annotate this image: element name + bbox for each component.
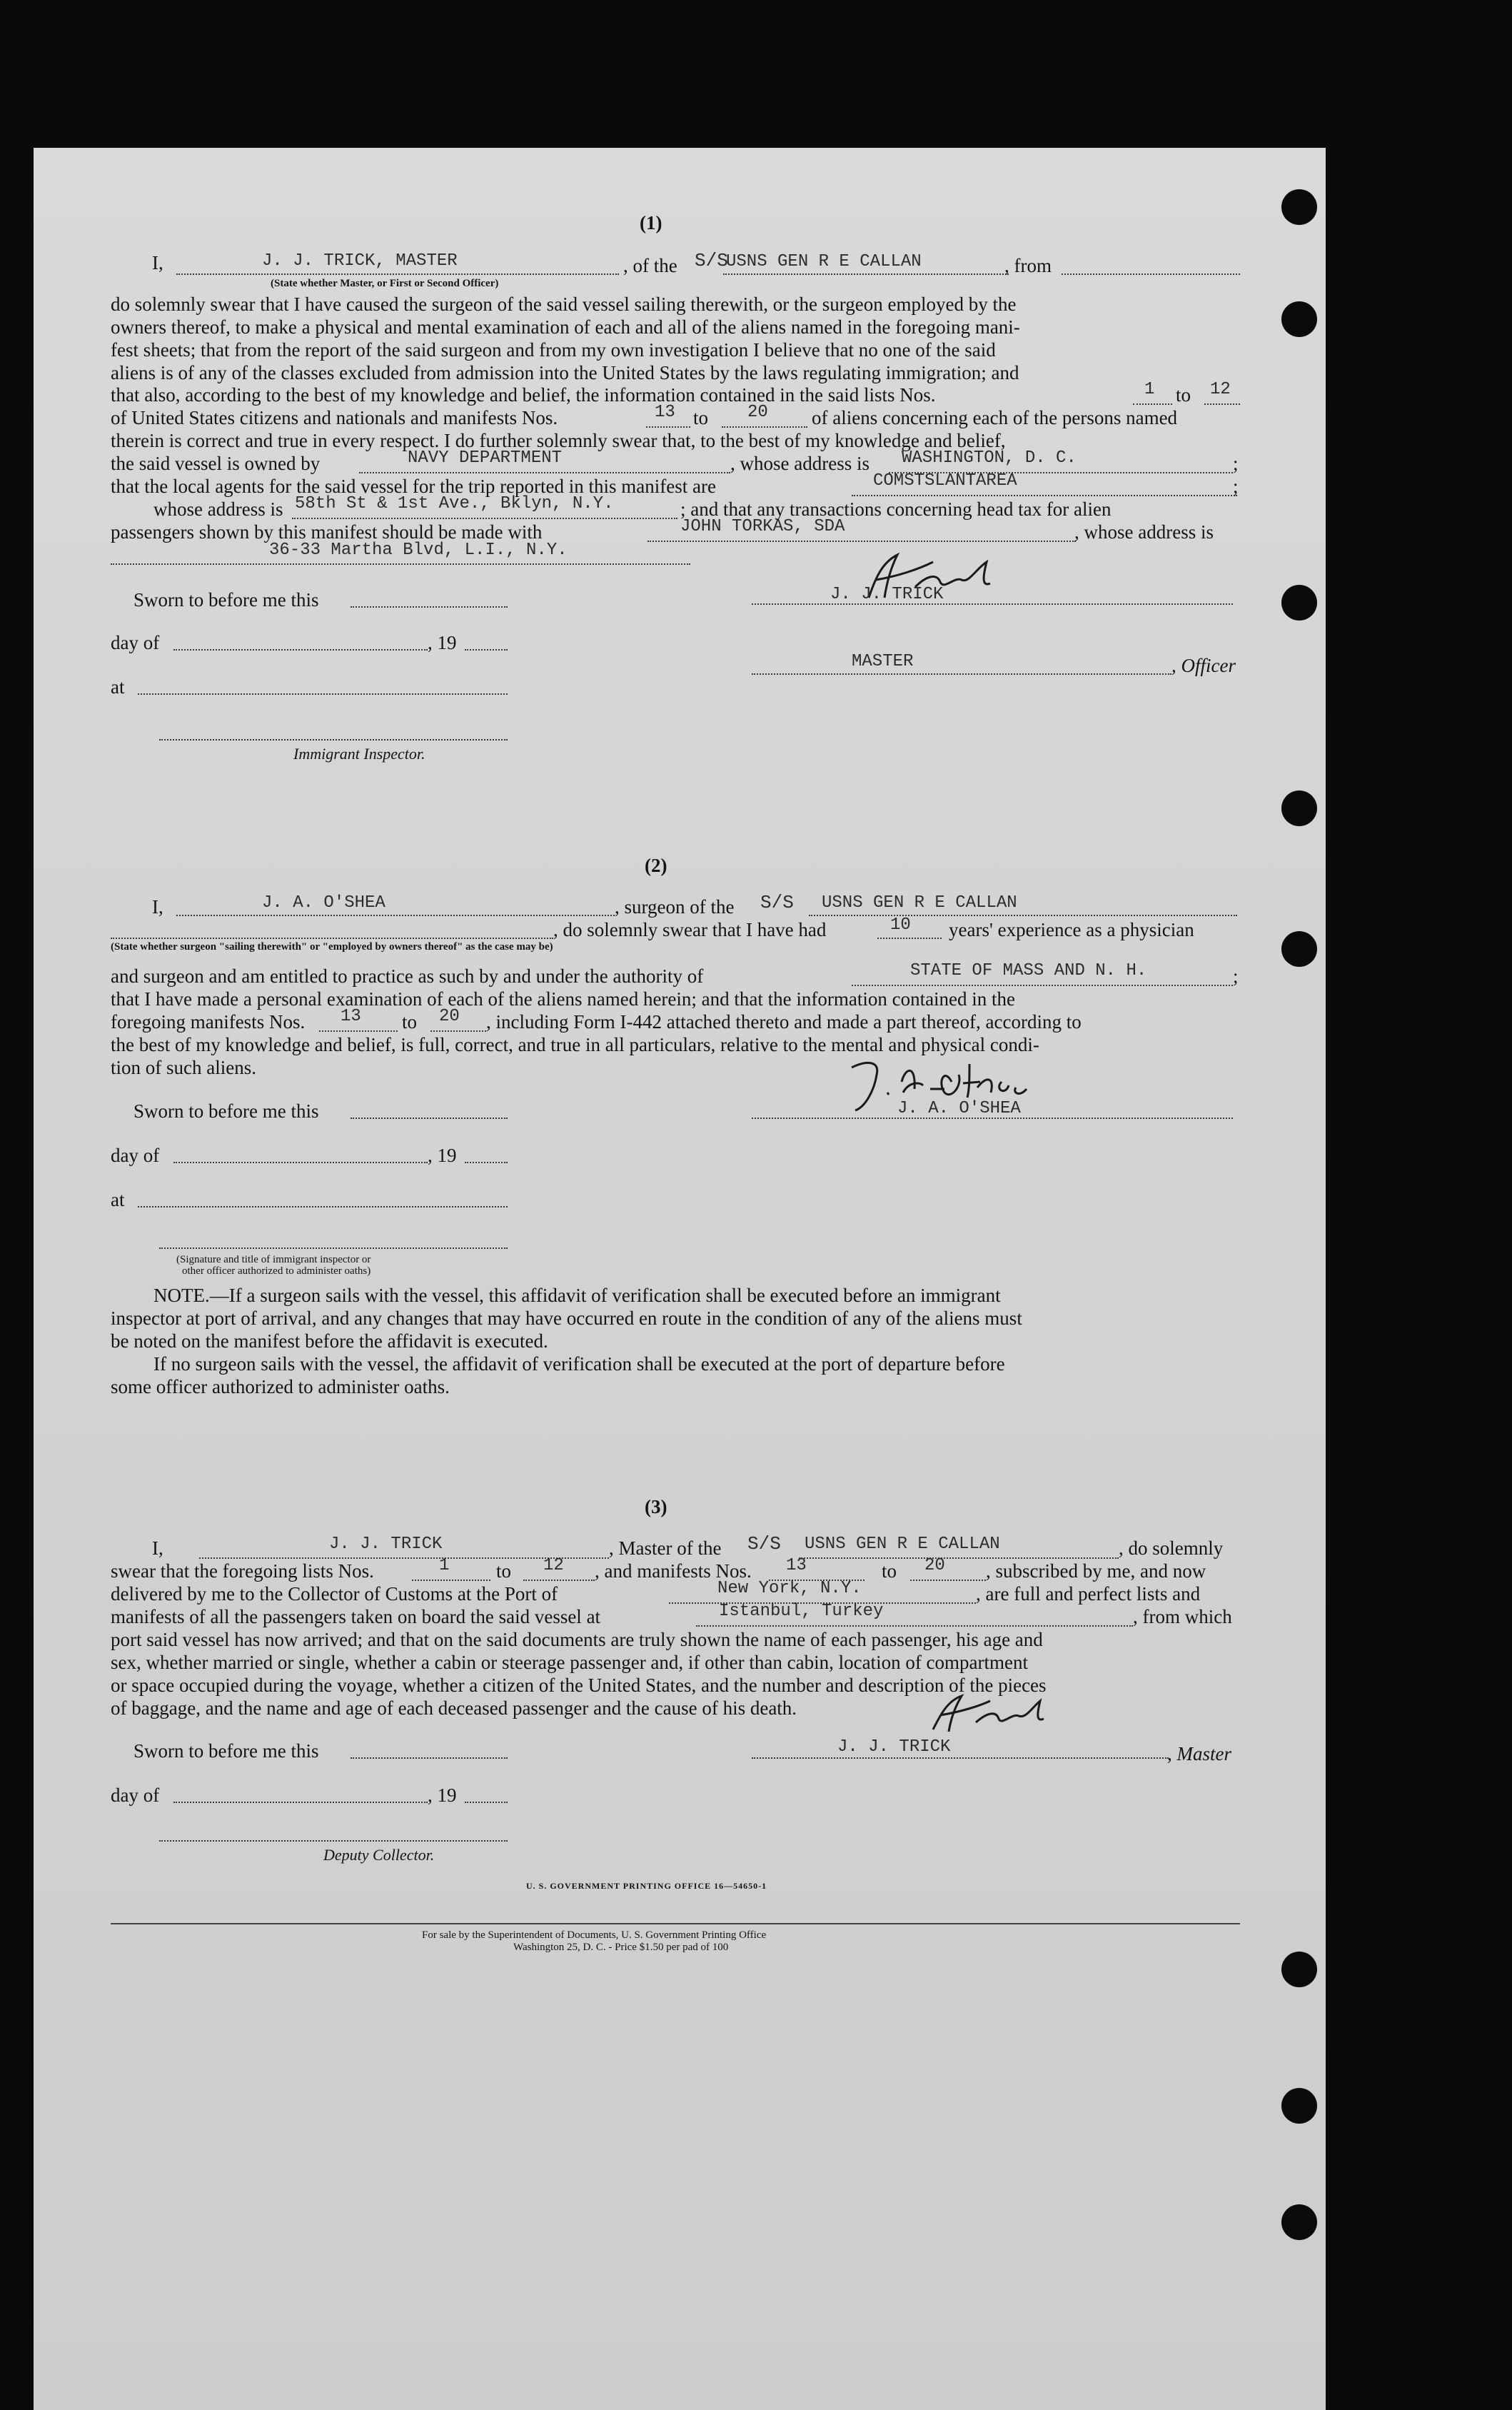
s3-departure: Istanbul, Turkey	[719, 1602, 884, 1621]
signature-trick-2	[919, 1690, 1062, 1740]
footer-rule	[111, 1923, 1240, 1924]
s1-owner-address: WASHINGTON, D. C.	[902, 448, 1077, 468]
s3-delivered: delivered by me to the Collector of Customs at the Port of	[111, 1583, 558, 1605]
s2-note-line-3: be noted on the manifest before the affidavit is executed.	[111, 1330, 548, 1352]
s1-signer: J. J. TRICK	[830, 585, 944, 604]
s2-manifests-to: 20	[439, 1007, 460, 1026]
s1-line-2: owners thereof, to make a physical and mental examination of each and all of the aliens named in the foregoing mani-	[111, 316, 1020, 338]
s3-do-solemnly: , do solemnly	[1119, 1537, 1224, 1559]
s2-swear-years: , do solemnly swear that I have had	[553, 919, 827, 940]
s1-aliens-tail: of aliens concerning each of the persons named	[812, 407, 1178, 428]
s2-form-text: , including Form I-442 attached thereto and made a part thereof, according to	[486, 1011, 1082, 1033]
s1-manifests-to-line	[722, 426, 807, 428]
s3-deputy: Deputy Collector.	[323, 1846, 435, 1864]
s1-sworn-line	[351, 606, 508, 608]
s2-authority-text: and surgeon and am entitled to practice as such by and under the authority of	[111, 965, 704, 987]
s3-line-1: port said vessel has now arrived; and that on the said documents are truly shown the name of each passenger, his age and	[111, 1629, 1043, 1650]
s3-manifests-all: manifests of all the passengers taken on board the said vessel at	[111, 1606, 601, 1627]
s1-line-10: whose address is	[153, 498, 283, 520]
s2-i: I,	[152, 896, 163, 918]
s1-manifests-to: 20	[747, 403, 768, 422]
s1-lists-to-line	[1204, 403, 1240, 405]
s1-lists-to: 12	[1210, 380, 1231, 399]
s2-year: , 19	[428, 1145, 457, 1166]
s2-vessel: USNS GEN R E CALLAN	[822, 893, 1017, 913]
s3-line-2: sex, whether married or single, whether a cabin or steerage passenger and, if other than cabin, location of compartment	[111, 1652, 1029, 1673]
s2-line-3: the best of my knowledge and belief, is full, correct, and true in all particulars, relative to the mental and physical condi-	[111, 1034, 1039, 1055]
s3-and-manifests: , and manifests Nos.	[595, 1560, 752, 1582]
document-page	[34, 148, 1326, 2410]
s1-title-line	[752, 673, 1171, 675]
s3-to-2: to	[882, 1560, 897, 1582]
s1-vessel: USNS GEN R E CALLAN	[726, 252, 922, 271]
s2-note-line-1: —If a surgeon sails with the vessel, this affidavit of verification shall be executed before an immigrant	[209, 1285, 1001, 1306]
s1-at-line	[138, 693, 508, 695]
s3-port: New York, N.Y.	[717, 1579, 862, 1598]
s2-line-4: tion of such aliens.	[111, 1057, 256, 1078]
s1-master-line	[176, 273, 619, 275]
s1-title: MASTER	[852, 652, 914, 671]
punch-hole	[1281, 790, 1317, 826]
s2-day-line	[173, 1162, 428, 1163]
s1-master-name: J. J. TRICK, MASTER	[262, 251, 458, 271]
footer-gpo: U. S. GOVERNMENT PRINTING OFFICE 16—54650-1	[526, 1881, 767, 1891]
s3-lists-to-line	[523, 1580, 595, 1581]
s3-sworn: Sworn to before me this	[133, 1740, 319, 1762]
s1-day-of: day of	[111, 632, 160, 653]
s2-line-2: foregoing manifests Nos.	[111, 1011, 306, 1033]
s1-sworn: Sworn to before me this	[133, 589, 319, 611]
s3-master-of: , Master of the	[609, 1537, 722, 1559]
s2-note-line-4: If no surgeon sails with the vessel, the affidavit of verification shall be executed at the port of departure before	[153, 1353, 1005, 1375]
s1-note-master: (State whether Master, or First or Second Officer)	[271, 278, 499, 289]
section-2-heading: (2)	[645, 855, 667, 876]
footer-sale-1: For sale by the Superintendent of Documents, U. S. Government Printing Office	[422, 1929, 767, 1941]
s2-manifests-to-line	[430, 1030, 486, 1032]
punch-hole	[1281, 2204, 1317, 2240]
s3-lists-to: 12	[543, 1556, 564, 1575]
s1-year-line	[465, 649, 508, 651]
s1-semicolon-1: ;	[1233, 453, 1239, 474]
s1-owner: NAVY DEPARTMENT	[408, 448, 563, 468]
s1-ss-mark: S/S	[695, 250, 728, 271]
s1-head-tax-agent-line	[647, 541, 1076, 542]
s2-note	[153, 1285, 1001, 1307]
s1-whose-address-1: , whose address is	[730, 453, 870, 474]
s2-years-line	[877, 938, 942, 939]
s2-authority: STATE OF MASS AND N. H.	[910, 961, 1147, 980]
s2-authority-line	[852, 985, 1233, 986]
s1-agents-address: 58th St & 1st Ave., Bklyn, N.Y.	[295, 494, 614, 513]
s2-employ-line	[111, 938, 553, 939]
s1-line-11: passengers shown by this manifest should be made with	[111, 521, 543, 543]
punch-hole	[1281, 301, 1317, 337]
s1-signer-line	[752, 603, 1233, 605]
s1-from-line	[1062, 273, 1240, 275]
s1-inspector: Immigrant Inspector.	[293, 745, 425, 763]
s3-signer-line	[752, 1757, 1169, 1759]
s2-sworn: Sworn to before me this	[133, 1100, 319, 1122]
s1-owner-line	[359, 472, 730, 473]
s2-years: 10	[890, 915, 911, 935]
s3-lists-from: 1	[439, 1556, 450, 1575]
s1-line-8: the said vessel is owned by	[111, 453, 321, 474]
s2-inspector-line	[159, 1247, 508, 1249]
s1-manifests-from-line	[646, 426, 690, 428]
s3-line-3: or space occupied during the voyage, whether a citizen of the United States, and the number and description of the pieces	[111, 1675, 1047, 1696]
s1-inspector-line	[159, 739, 508, 740]
s2-note-line-2: inspector at port of arrival, and any changes that may have occurred en route in the condition of any of the aliens must	[111, 1307, 1022, 1329]
s3-i: I,	[152, 1537, 163, 1559]
s3-lists-from-line	[412, 1580, 490, 1581]
s1-to-2: to	[693, 407, 709, 428]
s2-note-surgeon: (State whether surgeon "sailing therewith" or "employed by owners thereof" as the case may be)	[111, 941, 553, 953]
s3-day-line	[173, 1802, 428, 1803]
s2-ss-mark: S/S	[760, 892, 794, 913]
s3-from-which: , from which	[1133, 1606, 1232, 1627]
s3-to-1: to	[496, 1560, 512, 1582]
s3-manifests-to-line	[910, 1580, 986, 1581]
s1-agents-line	[852, 495, 1237, 496]
s3-manifests-to: 20	[924, 1556, 945, 1575]
s1-line-6: of United States citizens and nationals and manifests Nos.	[111, 407, 558, 428]
s3-swear-lists: swear that the foregoing lists Nos.	[111, 1560, 374, 1582]
footer-sale-2: Washington 25, D. C. - Price $1.50 per pad of 100	[513, 1942, 729, 1953]
s3-departure-line	[696, 1625, 1133, 1627]
s3-year: , 19	[428, 1784, 457, 1806]
s3-sworn-line	[351, 1757, 508, 1759]
s2-surgeon-name: J. A. O'SHEA	[262, 893, 385, 913]
s1-manifests-from: 13	[655, 403, 675, 422]
s1-agents-address-line	[292, 518, 677, 519]
s1-to-1: to	[1176, 384, 1191, 406]
s3-day-of: day of	[111, 1784, 160, 1806]
s3-subscribed: , subscribed by me, and now	[986, 1560, 1206, 1582]
s3-line-4: of baggage, and the name and age of each deceased passenger and the cause of his death.	[111, 1697, 797, 1719]
s2-year-line	[465, 1162, 508, 1163]
s2-at: at	[111, 1189, 125, 1210]
s3-manifests-from: 13	[786, 1556, 807, 1575]
s1-head-tax-text: ; and that any transactions concerning head tax for alien	[680, 498, 1112, 520]
s1-of-the: , of the	[623, 255, 677, 276]
s2-to: to	[402, 1011, 418, 1033]
s1-line-9: that the local agents for the said vessel for the trip reported in this manifest are	[111, 476, 716, 497]
s1-vessel-line	[723, 273, 1009, 275]
s1-line-3: fest sheets; that from the report of the said surgeon and from my own investigation I believe that no one of the said	[111, 339, 996, 361]
s3-deputy-line	[159, 1840, 508, 1842]
s1-line-4: aliens is of any of the classes excluded from admission into the United States by the laws regulating immigration; and	[111, 362, 1019, 383]
s1-head-tax-address-line	[111, 563, 690, 565]
s3-signer: J. J. TRICK	[837, 1737, 951, 1757]
punch-hole	[1281, 1952, 1317, 1987]
s2-line-1: that I have made a personal examination of each of the aliens named herein; and that the information contained in the	[111, 988, 1016, 1010]
s2-years-tail: years' experience as a physician	[949, 919, 1194, 940]
s2-surgeon-of: , surgeon of the	[615, 896, 735, 918]
s2-at-line	[138, 1206, 508, 1207]
s1-from: , from	[1004, 255, 1052, 276]
s1-head-tax-address: 36-33 Martha Blvd, L.I., N.Y.	[269, 541, 568, 560]
s3-year-line	[465, 1802, 508, 1803]
s2-sworn-line	[351, 1118, 508, 1119]
s2-signer: J. A. O'SHEA	[897, 1099, 1021, 1118]
s3-vessel: USNS GEN R E CALLAN	[805, 1535, 1000, 1554]
s2-sig-note-1: (Signature and title of immigrant inspector or	[176, 1254, 371, 1265]
s1-officer: , Officer	[1171, 655, 1236, 676]
s1-agents: COMSTSLANTAREA	[873, 471, 1017, 491]
s1-i: I,	[152, 252, 163, 273]
s3-master-label: , Master	[1167, 1743, 1231, 1764]
s1-day-line	[173, 649, 428, 651]
s3-full-perfect: , are full and perfect lists and	[976, 1583, 1201, 1605]
punch-hole	[1281, 189, 1317, 225]
s1-year: , 19	[428, 632, 457, 653]
s2-note-line-5: some officer authorized to administer oaths.	[111, 1376, 450, 1397]
s1-at: at	[111, 676, 125, 698]
s2-surgeon-line	[176, 915, 615, 916]
s2-day-of: day of	[111, 1145, 160, 1166]
s1-semicolon-2: ;	[1233, 476, 1239, 497]
s1-line-7: therein is correct and true in every respect. I do further solemnly swear that, to the best of my knowledge and belief,	[111, 430, 1006, 451]
s2-note-label: NOTE.	[153, 1285, 210, 1306]
s1-lists-from-line	[1133, 403, 1172, 405]
punch-hole	[1281, 931, 1317, 967]
s1-whose-address-2: , whose address is	[1074, 521, 1214, 543]
section-3-heading: (3)	[645, 1496, 667, 1517]
punch-hole	[1281, 2088, 1317, 2124]
s2-manifests-from: 13	[341, 1007, 361, 1026]
punch-hole	[1281, 585, 1317, 621]
s2-manifests-from-line	[319, 1030, 398, 1032]
s1-line-5: that also, according to the best of my knowledge and belief, the information contained in the said lists Nos.	[111, 384, 936, 406]
section-1-heading: (1)	[640, 212, 662, 234]
s3-ss-mark: S/S	[747, 1533, 781, 1555]
s1-head-tax-agent: JOHN TORKAS, SDA	[680, 517, 845, 536]
s2-semicolon: ;	[1233, 965, 1239, 987]
s1-lists-from: 1	[1144, 380, 1155, 399]
s1-line-1: do solemnly swear that I have caused the surgeon of the said vessel sailing therewith, or the surgeon employed by the	[111, 293, 1017, 315]
s3-vessel-line	[799, 1557, 1119, 1559]
s3-master-name: J. J. TRICK	[329, 1535, 443, 1554]
s2-sig-note-2: other officer authorized to administer oaths)	[182, 1265, 371, 1277]
s2-vessel-line	[809, 915, 1237, 916]
